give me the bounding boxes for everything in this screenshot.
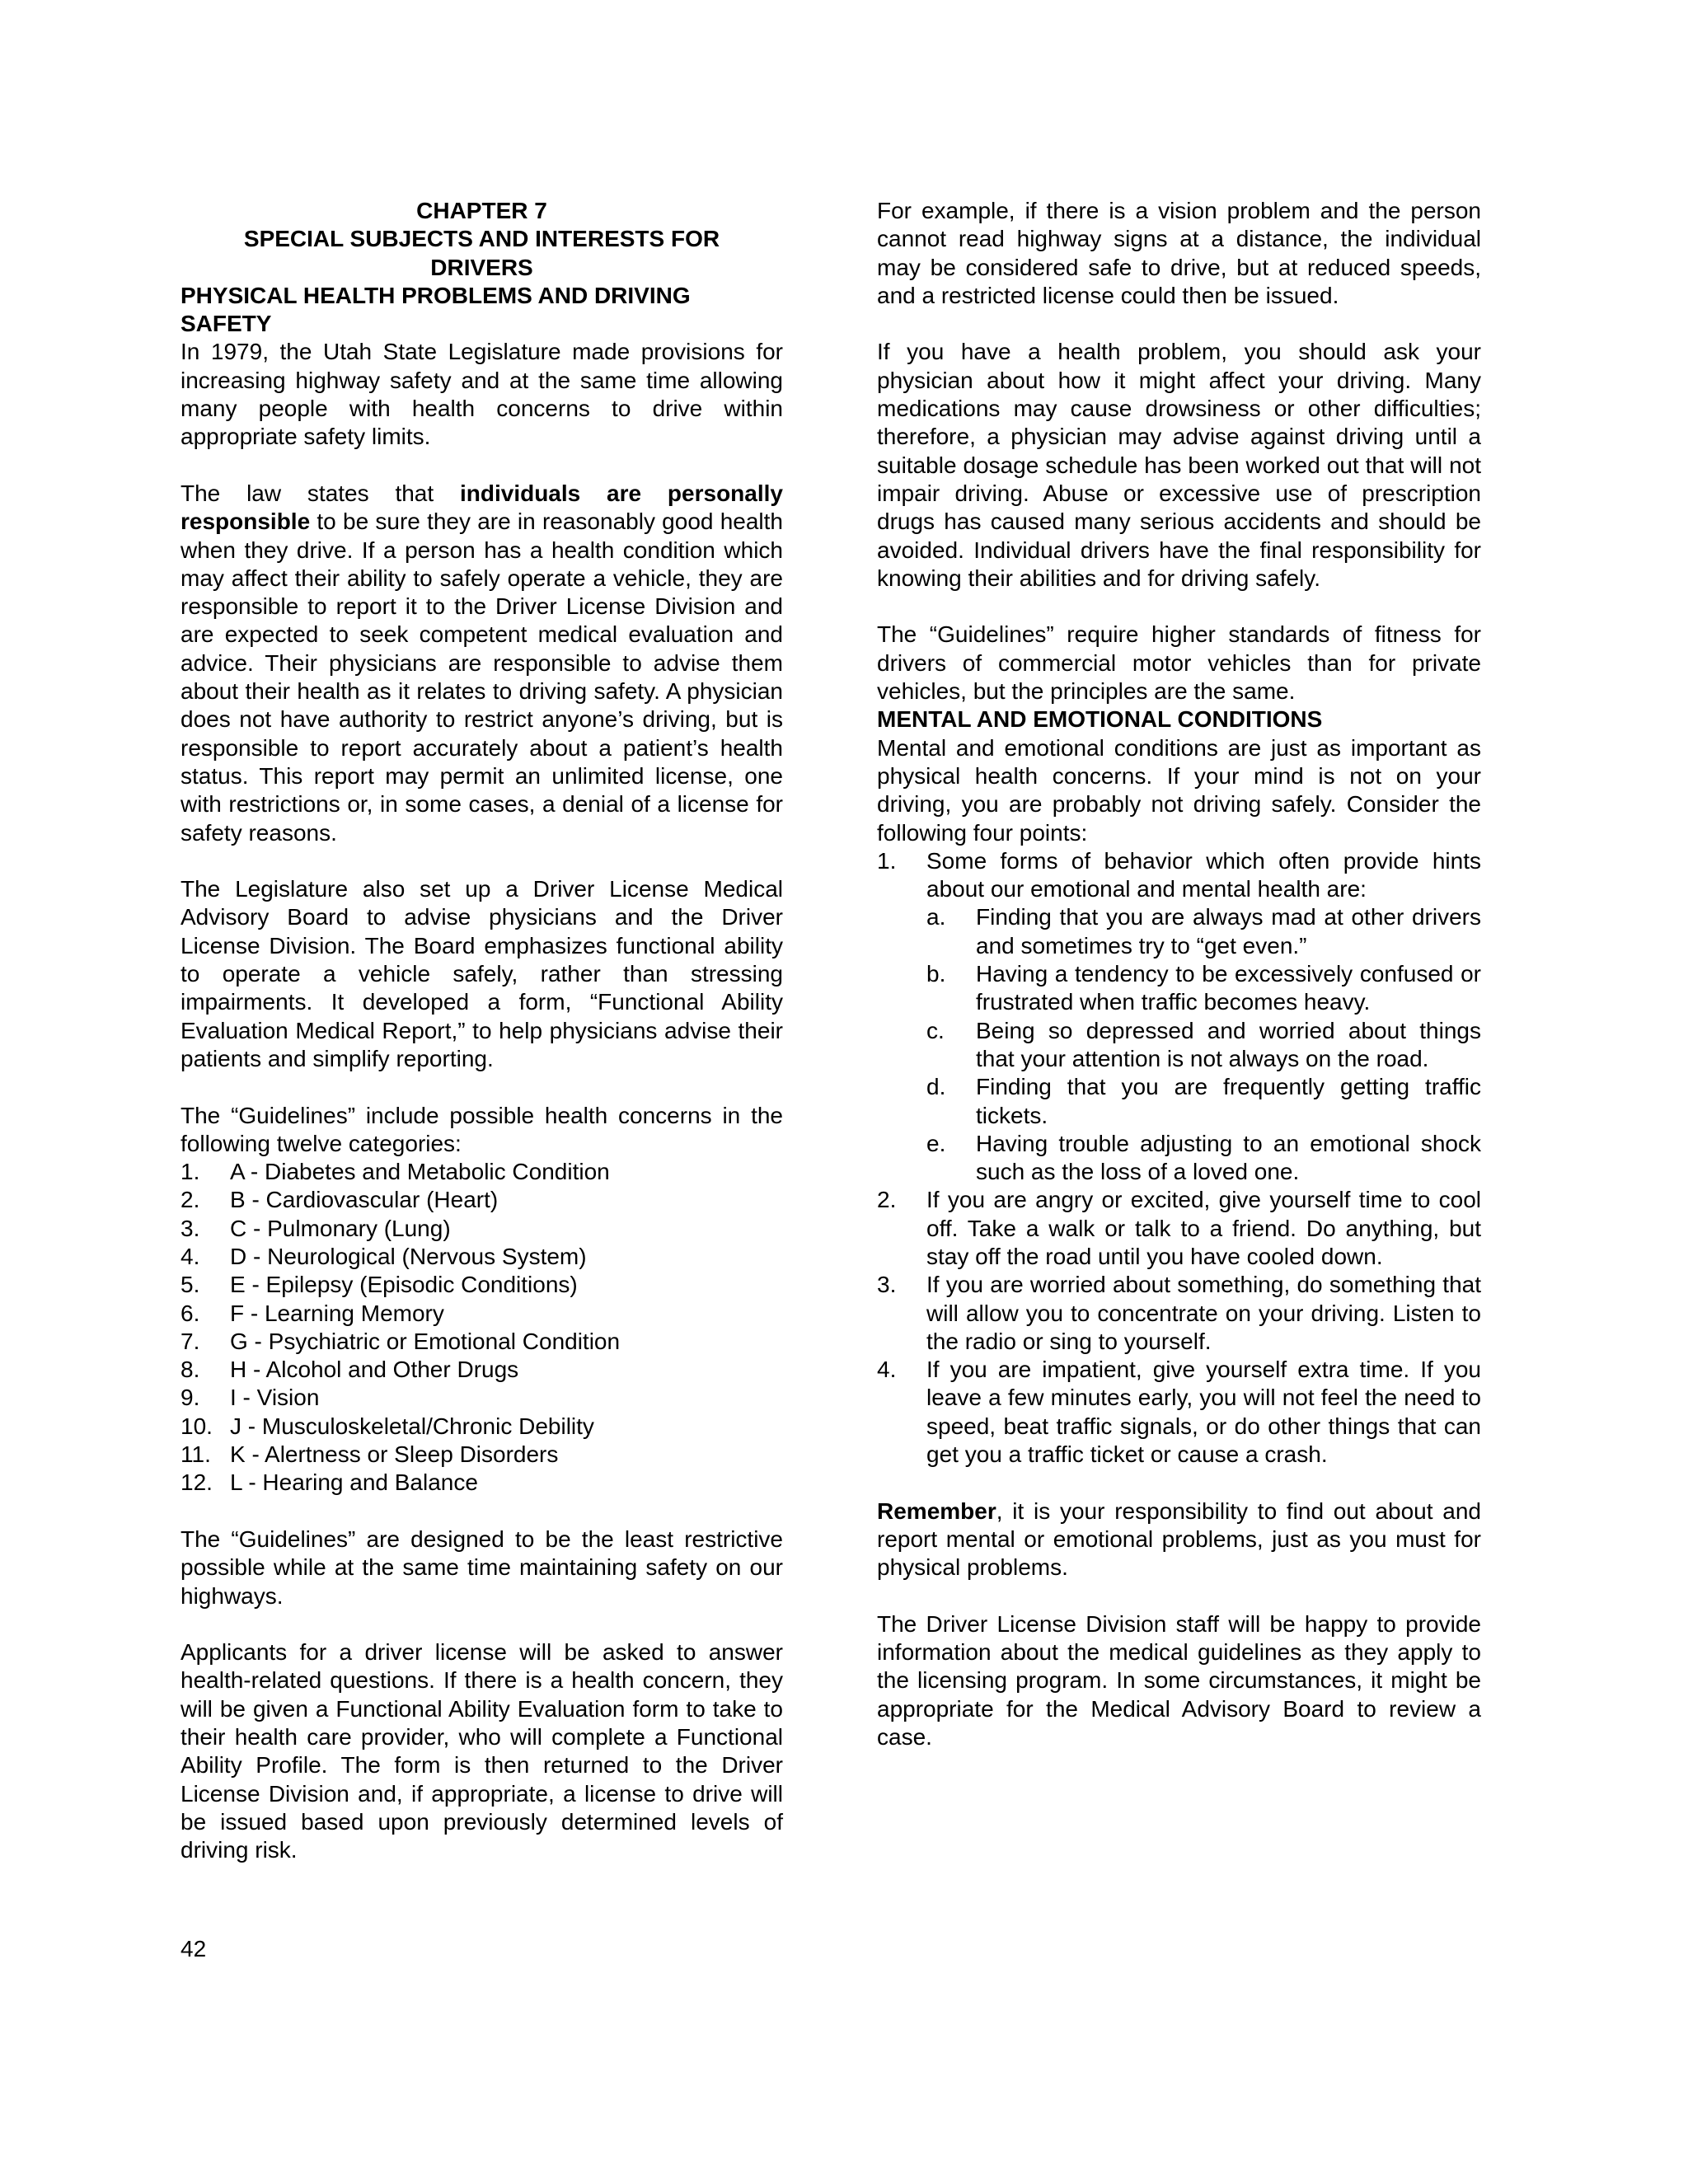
list-item-number: 5.: [181, 1272, 200, 1298]
list-item-text: I - Vision: [230, 1385, 320, 1411]
sublist-item-letter: d.: [926, 1074, 946, 1100]
remember-rest: , it is your responsibility to find out about and report mental or emotional problems, just as you must for physical problems.: [877, 1497, 1481, 1581]
list-item: [181, 1271, 783, 1299]
sublist-item-text: Finding that you are always mad at other drivers and sometimes try to “get even.”: [976, 904, 1481, 958]
sublist-item: [926, 960, 1481, 1017]
chapter-title-line1: SPECIAL SUBJECTS AND INTERESTS FOR: [243, 226, 720, 252]
sublist-item-text: Having a tendency to be excessively confused or frustrated when traffic becomes heavy.: [976, 961, 1481, 1015]
list-item-text: K - Alertness or Sleep Disorders: [230, 1441, 559, 1468]
mental-emotional-heading: MENTAL AND EMOTIONAL CONDITIONS: [877, 706, 1323, 733]
list-item-text: L - Hearing and Balance: [230, 1469, 478, 1496]
sublist-item-letter: c.: [926, 1017, 945, 1043]
sublist-item-text: Being so depressed and worried about things that your attention is not always on the road.: [976, 1017, 1481, 1071]
sublist-item: [926, 1017, 1481, 1074]
right-column: [877, 197, 1481, 1751]
least-restrictive-paragraph: The “Guidelines” are designed to be the least restrictive possible while at the same time maintaining safety on our highways.: [181, 1526, 783, 1609]
sublist-item-letter: e.: [926, 1130, 946, 1156]
list-item: [877, 1356, 1481, 1469]
list-item-text: E - Epilepsy (Episodic Conditions): [230, 1272, 578, 1298]
list-item: [181, 1441, 783, 1469]
physical-health-heading-line2: SAFETY: [181, 311, 272, 337]
personally-responsible-emphasis: individuals are personally responsible: [181, 480, 783, 535]
mental-points-list: [877, 847, 1481, 1469]
list-item-number: 7.: [181, 1328, 200, 1354]
list-item-text: B - Cardiovascular (Heart): [230, 1187, 499, 1213]
list-item-number: 9.: [181, 1385, 200, 1411]
division-staff-paragraph: The Driver License Division staff will be happy to provide information about the medical guidelines as they apply to the licensing program. In some circumstances, it might be appropriate for the Medical Advisory Board to review a case.: [877, 1610, 1481, 1750]
list-item: [877, 847, 1481, 1187]
list-item-number: 4.: [877, 1357, 897, 1383]
list-item-number: 12.: [181, 1469, 213, 1496]
list-item-number: 1.: [877, 847, 897, 874]
list-item-text: If you are worried about something, do something that will allow you to concentrate on your driving. Listen to the radio or sing to yourself.: [926, 1272, 1481, 1354]
list-item: [181, 1469, 783, 1497]
health-categories-list: [181, 1158, 783, 1497]
list-item-text: J - Musculoskeletal/Chronic Debility: [230, 1413, 594, 1439]
list-item-text: If you are angry or excited, give yourself time to cool off. Take a walk or talk to a friend. Do anything, but stay off the road until you have cooled down.: [926, 1187, 1481, 1269]
list-item-number: 11.: [181, 1441, 211, 1468]
guidelines-categories-intro: The “Guidelines” include possible health concerns in the following twelve categories:: [181, 1102, 783, 1156]
law-paragraph-intro: The law states that: [181, 480, 460, 506]
list-item-number: 1.: [181, 1159, 200, 1185]
vision-example-paragraph: For example, if there is a vision problem and the person cannot read highway signs at a distance, the individual may be considered safe to drive, but at reduced speeds, and a restricted license could then be issued.: [877, 198, 1481, 308]
list-item-text: D - Neurological (Nervous System): [230, 1243, 587, 1269]
advisory-board-paragraph: The Legislature also set up a Driver License Medical Advisory Board to advise physicians and the Driver License Division. The Board emphasizes functional ability to operate a vehicle safely, rather than stressing impairments. It developed a form, “Functional Ability Evaluation Medical Report,” to help physicians advise their patients and simplify reporting.: [181, 876, 783, 1071]
commercial-standards-paragraph: The “Guidelines” require higher standards of fitness for drivers of commercial motor vehicles than for private vehicles, but the principles are the same.: [877, 621, 1481, 705]
sublist-item-text: Finding that you are frequently getting traffic tickets.: [976, 1074, 1481, 1128]
remember-emphasis: Remember: [877, 1497, 996, 1524]
chapter-label: CHAPTER 7: [416, 198, 547, 223]
list-item-text: A - Diabetes and Metabolic Condition: [230, 1159, 610, 1185]
list-item-text: Some forms of behavior which often provide hints about our emotional and mental health are:: [926, 847, 1481, 902]
physical-health-heading-line1: PHYSICAL HEALTH PROBLEMS AND DRIVING: [181, 282, 691, 308]
list-item-text: G - Psychiatric or Emotional Condition: [230, 1328, 621, 1354]
law-paragraph: [181, 480, 783, 847]
list-item-number: 2.: [181, 1187, 200, 1213]
remember-paragraph: [877, 1497, 1481, 1582]
list-item-text: F - Learning Memory: [230, 1300, 444, 1326]
behavior-hints-sublist: [926, 903, 1481, 1186]
left-column: [181, 197, 783, 1865]
list-item-number: 3.: [181, 1215, 200, 1241]
list-item: [181, 1300, 783, 1328]
physical-intro-paragraph: In 1979, the Utah State Legislature made provisions for increasing highway safety and at the same time allowing many people with health concerns to drive within appropriate safety limits.: [181, 339, 783, 450]
mental-intro-paragraph: Mental and emotional conditions are just as important as physical health concerns. If your mind is not on your driving, you are probably not driving safely. Consider the following four points:: [877, 734, 1481, 846]
sublist-item: [926, 903, 1481, 960]
list-item-number: 4.: [181, 1243, 200, 1269]
list-item-text: C - Pulmonary (Lung): [230, 1215, 451, 1241]
list-item-text: If you are impatient, give yourself extra time. If you leave a few minutes early, you will not feel the need to speed, beat traffic signals, or do other things that can get you a traffic ticket or cause a crash.: [926, 1357, 1481, 1468]
sublist-item-text: Having trouble adjusting to an emotional shock such as the loss of a loved one.: [976, 1130, 1481, 1185]
list-item-text: H - Alcohol and Other Drugs: [230, 1357, 519, 1383]
list-item: [181, 1186, 783, 1214]
list-item: [877, 1186, 1481, 1271]
chapter-title-line2: DRIVERS: [430, 254, 533, 280]
list-item: [181, 1158, 783, 1186]
sublist-item-letter: a.: [926, 904, 946, 930]
applicants-paragraph: Applicants for a driver license will be asked to answer health-related questions. If there is a health concern, they will be given a Functional Ability Evaluation form to take to their health care provider, who will complete a Functional Ability Profile. The form is then returned to the Driver License Division and, if appropriate, a license to drive will be issued based upon previously determined levels of driving risk.: [181, 1639, 783, 1863]
ask-physician-paragraph: If you have a health problem, you should ask your physician about how it might affect your driving. Many medications may cause drowsiness or other difficulties; therefore, a physician may advise against driving until a suitable dosage schedule has been worked out that will not impair driving. Abuse or excessive use of prescription drugs has caused many serious accidents and should be avoided. Individual drivers have the final responsibility for knowing their abilities and for driving safely.: [877, 339, 1481, 591]
list-item: [181, 1356, 783, 1384]
list-item: [877, 1271, 1481, 1356]
list-item: [181, 1384, 783, 1412]
list-item-number: 2.: [877, 1187, 897, 1213]
list-item-number: 6.: [181, 1300, 200, 1326]
list-item-number: 8.: [181, 1357, 200, 1383]
list-item-number: 10.: [181, 1413, 213, 1439]
list-item: [181, 1413, 783, 1441]
sublist-item-letter: b.: [926, 961, 946, 987]
page-number: 42: [181, 1936, 207, 1961]
list-item-number: 3.: [877, 1272, 897, 1298]
sublist-item: [926, 1130, 1481, 1187]
list-item: [181, 1328, 783, 1356]
sublist-item: [926, 1073, 1481, 1130]
list-item: [181, 1215, 783, 1243]
list-item: [181, 1243, 783, 1271]
law-paragraph-rest: to be sure they are in reasonably good health when they drive. If a person has a health condition which may affect their ability to safely operate a vehicle, they are responsible to report it to the Driver License Division and are expected to seek competent medical evaluation and advice. Their physicians are responsible to advise them about their health as it relates to driving safety. A physician does not have authority to restrict anyone’s driving, but is responsible to report accurately about a patient’s health status. This report may permit an unlimited license, one with restrictions or, in some cases, a denial of a license for safety reasons.: [181, 509, 783, 846]
